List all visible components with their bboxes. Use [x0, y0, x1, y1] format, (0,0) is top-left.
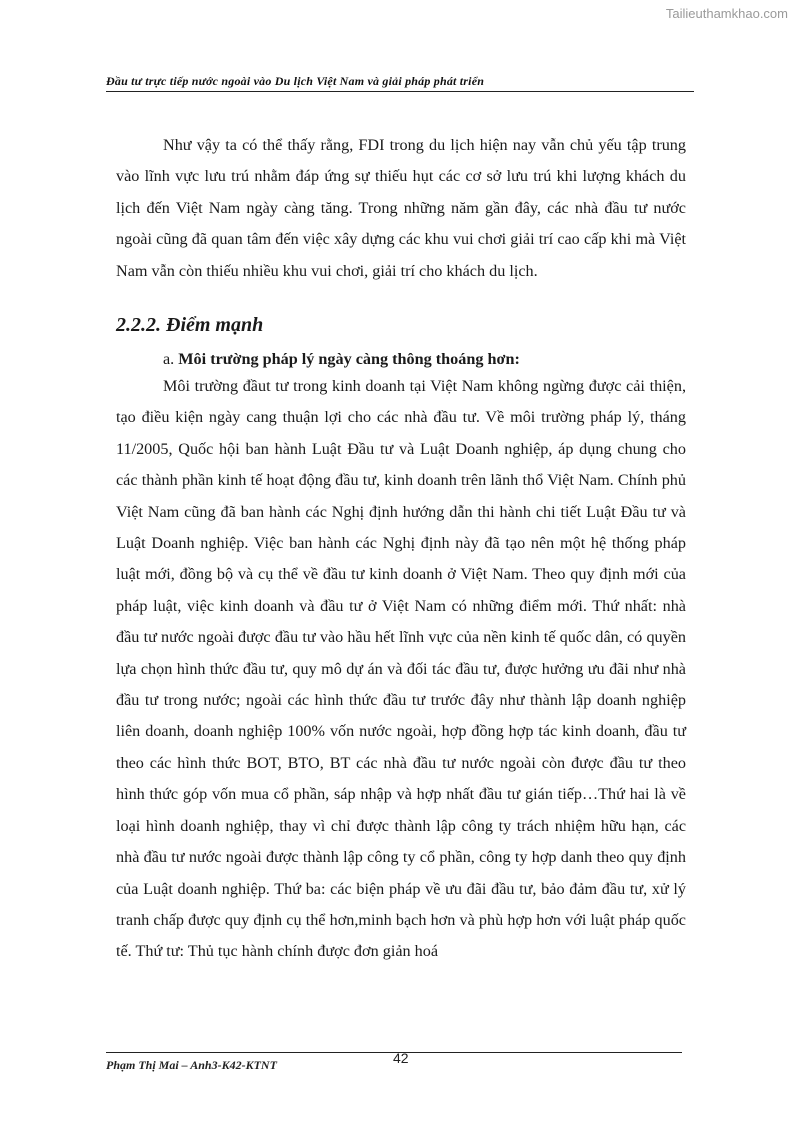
running-header-title: Đầu tư trực tiếp nước ngoài vào Du lịch Việt Nam và giải pháp phát triển: [106, 74, 485, 88]
header-divider: [106, 91, 694, 92]
paragraph-fdi-summary: Như vậy ta có thể thấy rằng, FDI trong du lịch hiện nay vẫn chủ yếu tập trung vào lĩnh vực lưu trú nhằm đáp ứng sự thiếu hụt các cơ sở lưu trú khi lượng khách du lịch đến Việt Nam ngày càng tăng. Trong những năm gần đây, các nhà đầu tư nước ngoài cũng đã quan tâm đến việc xây dựng các khu vui chơi giải trí cao cấp khi mà Việt Nam vẫn còn thiếu nhiều khu vui chơi, giải trí cho khách du lịch.: [116, 136, 686, 280]
subheading: [163, 350, 520, 369]
subheading-text: Môi trường pháp lý ngày càng thông thoáng hơn:: [178, 350, 520, 368]
subheading-marker: a.: [163, 350, 175, 368]
section-heading: 2.2.2. Điểm mạnh: [116, 314, 264, 336]
footer-author: Phạm Thị Mai – Anh3-K42-KTNT: [106, 1058, 277, 1072]
page-number: 42: [393, 1050, 409, 1066]
watermark-text: Tailieuthamkhao.com: [665, 6, 788, 21]
paragraph-legal-environment: Môi trường đầut tư trong kinh doanh tại Việt Nam không ngừng được cải thiện, tạo điều kiện ngày cang thuận lợi cho các nhà đầu tư. Về môi trường pháp lý, tháng 11/2005, Quốc hội ban hành Luật Đầu tư và Luật Doanh nghiệp, áp dụng chung cho các thành phần kinh tế hoạt động đầu tư, kinh doanh trên lãnh thổ Việt Nam. Chính phủ Việt Nam cũng đã ban hành các Nghị định hướng dẫn thi hành chi tiết Luật Đầu tư và Luật Doanh nghiệp. Việc ban hành các Nghị định này đã tạo nên một hệ thống pháp luật mới, đồng bộ và cụ thể về đầu tư kinh doanh ở Việt Nam. Theo quy định mới của pháp luật, việc kinh doanh và đầu tư ở Việt Nam có những điểm mới. Thứ nhất: nhà đầu tư nước ngoài được đầu tư vào hầu hết lĩnh vực của nền kinh tế quốc dân, có quyền lựa chọn hình thức đầu tư, quy mô dự án và đối tác đầu tư, được hưởng ưu đãi như nhà đầu tư trong nước; ngoài các hình thức đầu tư trước đây như thành lập doanh nghiệp liên doanh, doanh nghiệp 100% vốn nước ngoài, hợp đồng hợp tác kinh doanh, đầu tư theo các hình thức BOT, BTO, BT các nhà đầu tư nước ngoài còn được đầu tư theo hình thức góp vốn mua cổ phần, sáp nhập và hợp nhất đầu tư gián tiếp…Thứ hai là về loại hình doanh nghiệp, thay vì chỉ được thành lập công ty trách nhiệm hữu hạn, các nhà đầu tư nước ngoài được thành lập công ty cổ phần, công ty hợp danh theo quy định của Luật doanh nghiệp. Thứ ba: các biện pháp về ưu đãi đầu tư, bảo đảm đầu tư, xử lý tranh chấp được quy định cụ thể hơn,minh bạch hơn và phù hợp hơn với luật pháp quốc tế. Thứ tư: Thủ tục hành chính được đơn giản hoá: [116, 377, 686, 961]
